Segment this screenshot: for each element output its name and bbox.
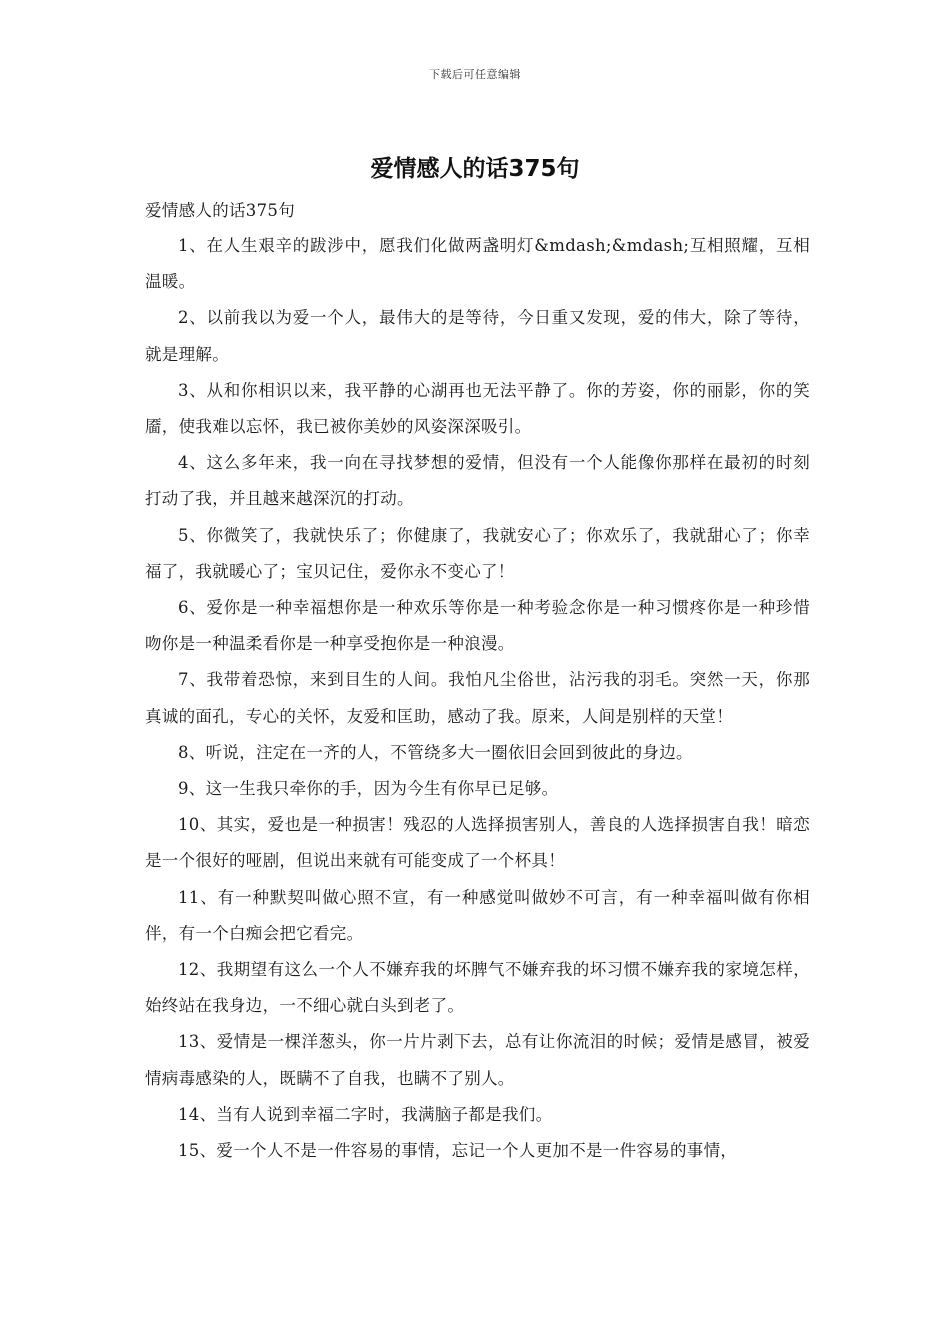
document-subtitle: 爱情感人的话375句 [145, 201, 295, 220]
paragraph-item: 13、爱情是一棵洋葱头，你一片片剥下去，总有让你流泪的时候；爱情是感冒，被爱情病毒感染的人，既瞒不了自我，也瞒不了别人。 [145, 1032, 810, 1088]
document-body [145, 196, 810, 1169]
paragraph-item: 14、当有人说到幸福二字时，我满脑子都是我们。 [178, 1104, 553, 1124]
paragraph-item: 5、你微笑了，我就快乐了；你健康了，我就安心了；你欢乐了，我就甜心了；你幸福了，我就暖心了；宝贝记住，爱你永不变心了！ [145, 525, 810, 581]
paragraph-item: 4、这么多年来，我一向在寻找梦想的爱情，但没有一个人能像你那样在最初的时刻打动了我，并且越来越深沉的打动。 [145, 453, 810, 509]
paragraph-item: 10、其实，爱也是一种损害！残忍的人选择损害别人，善良的人选择损害自我！暗恋是一个很好的哑剧，但说出来就有可能变成了一个杯具！ [145, 815, 810, 871]
paragraph-item: 6、爱你是一种幸福想你是一种欢乐等你是一种考验念你是一种习惯疼你是一种珍惜吻你是一种温柔看你是一种享受抱你是一种浪漫。 [145, 598, 810, 654]
paragraph-item: 12、我期望有这么一个人不嫌弃我的坏脾气不嫌弃我的坏习惯不嫌弃我的家境怎样，始终站在我身边，一不细心就白头到老了。 [145, 960, 810, 1016]
paragraph-item: 9、这一生我只牵你的手，因为今生有你早已足够。 [178, 779, 559, 799]
paragraph-item: 8、听说，注定在一齐的人，不管绕多大一圈依旧会回到彼此的身边。 [178, 742, 693, 762]
paragraph-item: 11、有一种默契叫做心照不宣，有一种感觉叫做妙不可言，有一种幸福叫做有你相伴，有一个白痴会把它看完。 [145, 887, 810, 943]
paragraph-item: 15、爱一个人不是一件容易的事情，忘记一个人更加不是一件容易的事情， [178, 1141, 738, 1161]
paragraph-item: 7、我带着恐惊，来到目生的人间。我怕凡尘俗世，沾污我的羽毛。突然一天，你那真诚的面孔，专心的关怀，友爱和匡助，感动了我。原来，人间是别样的天堂！ [145, 670, 810, 726]
paragraph-item: 2、以前我以为爱一个人，最伟大的是等待，今日重又发现，爱的伟大，除了等待，就是理解。 [145, 308, 810, 364]
paragraph-item: 3、从和你相识以来，我平静的心湖再也无法平静了。你的芳姿，你的丽影，你的笑靥，使我难以忘怀，我已被你美妙的风姿深深吸引。 [145, 380, 810, 437]
paragraph-item: 1、在人生艰辛的跋涉中，愿我们化做两盏明灯&mdash;&mdash;互相照耀，互相温暖。 [145, 236, 810, 292]
document-title: 爱情感人的话375句 [370, 156, 580, 182]
header-note: 下载后可任意编辑 [429, 68, 521, 81]
